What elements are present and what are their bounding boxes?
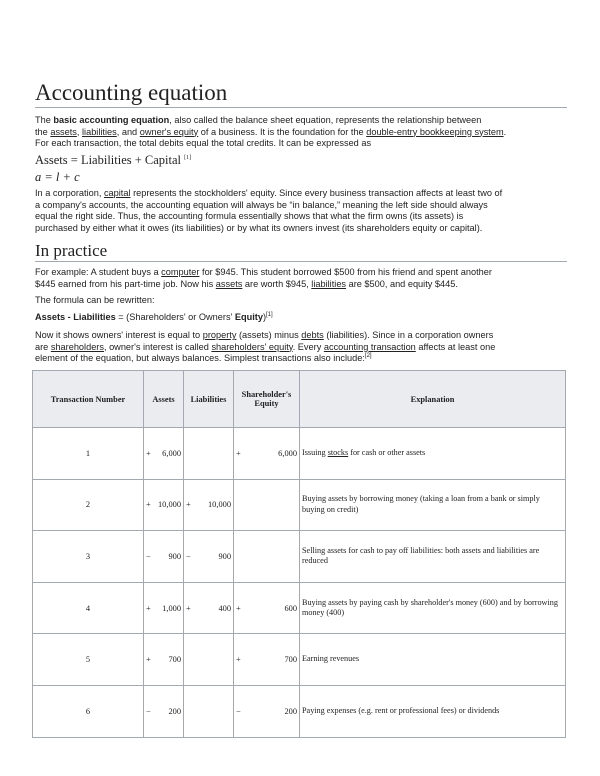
table-row	[33, 428, 566, 480]
link-double-entry[interactable]: double-entry bookkeeping system	[366, 126, 504, 137]
cell-assets: − 200	[144, 685, 184, 737]
cell-equity: − 200	[234, 685, 300, 737]
example-paragraph: For example: A student buys a computer for $945. This student borrowed $500 from his friend and spent another $445 earned from his part-time job. Now his assets are worth $945, liabilities are $500, and equity $445.	[35, 267, 492, 289]
cell-explanation: Buying assets by borrowing money (taking a loan from a bank or simply buying on credit)	[300, 479, 566, 531]
cell-explanation: Earning revenues	[300, 634, 566, 686]
table-row	[33, 685, 566, 737]
cell-equity	[234, 479, 300, 531]
link-capital[interactable]: capital	[103, 188, 131, 198]
corporation-paragraph: In a corporation, capital represents the stockholders' equity. Since every business transaction affects at least two of a company's accounts, the accounting equation will always be “in balance,” meaning the left side should always equal the right side. Thus, the accounting formula essentially shows that what the firm owns (its assets) is purchased by either what it owes (its liabilities) or by what its owners invest (its shareholders equity or capital).	[35, 188, 503, 233]
cell-equity: + 700	[234, 634, 300, 686]
table-row	[33, 479, 566, 531]
owners-paragraph: Now it shows owners' interest is equal to property (assets) minus debts (liabilities). Since in a corporation owners are shareholders, owner's interest is called shareholders' equity. Every accounting transaction affects at least one element of the equation, but always balances. Simplest transactions also include:[2]	[35, 330, 496, 363]
link-property[interactable]: property	[202, 330, 237, 340]
link-shareholders[interactable]: shareholders	[50, 341, 104, 352]
col-transaction-number: Transaction Number	[33, 371, 144, 428]
cell-liabilities	[184, 685, 234, 737]
rewrite-line: The formula can be rewritten:	[35, 295, 155, 305]
cell-number: 6	[33, 685, 144, 737]
cell-number: 5	[33, 634, 144, 686]
link-assets-2[interactable]: assets	[215, 278, 243, 289]
cell-number: 4	[33, 582, 144, 634]
cell-liabilities	[184, 428, 234, 480]
formula-short: a = l + c	[35, 170, 80, 184]
ref-1[interactable]: [1]	[184, 154, 192, 161]
table-row	[33, 531, 566, 583]
cell-liabilities: + 400	[184, 582, 234, 634]
cell-assets: − 900	[144, 531, 184, 583]
cell-explanation: Paying expenses (e.g. rent or professional fees) or dividends	[300, 685, 566, 737]
ref-2[interactable]: [2]	[364, 352, 372, 359]
intro-paragraph: The basic accounting equation, also called the balance sheet equation, represents the relationship between the assets, liabilities, and owner's equity of a business. It is the foundation for the double-entry bookkeeping system. For each transaction, the total debits equal the total credits. It can be expressed as	[35, 115, 507, 148]
table-header-row	[33, 371, 566, 428]
term-basic-accounting-equation: basic accounting equation	[53, 115, 170, 125]
cell-explanation: Buying assets by paying cash by shareholder's money (600) and by borrowing money (400)	[300, 582, 566, 634]
cell-equity	[234, 531, 300, 583]
section-heading-in-practice: In practice	[35, 241, 567, 262]
link-stocks[interactable]: stocks	[327, 448, 349, 458]
cell-assets: + 6,000	[144, 428, 184, 480]
table-row	[33, 582, 566, 634]
formula-rewritten: Assets - Liabilities = (Shareholders' or Owners' Equity)[1]	[35, 311, 273, 322]
cell-number: 3	[33, 531, 144, 583]
link-liabilities[interactable]: liabilities	[82, 126, 117, 137]
col-assets: Assets	[144, 371, 184, 428]
cell-number: 1	[33, 428, 144, 480]
cell-assets: + 700	[144, 634, 184, 686]
col-explanation: Explanation	[300, 371, 566, 428]
cell-equity: + 6,000	[234, 428, 300, 480]
col-liabilities: Liabilities	[184, 371, 234, 428]
transactions-table	[32, 370, 566, 738]
cell-equity: + 600	[234, 582, 300, 634]
link-computer[interactable]: computer	[161, 267, 200, 277]
formula-assets-equation: Assets = Liabilities + Capital [1]	[35, 153, 192, 167]
cell-number: 2	[33, 479, 144, 531]
cell-assets: + 1,000	[144, 582, 184, 634]
cell-liabilities: + 10,000	[184, 479, 234, 531]
link-accounting-transaction[interactable]: accounting transaction	[323, 341, 416, 352]
link-assets[interactable]: assets	[50, 126, 77, 137]
page-title: Accounting equation	[35, 80, 567, 108]
link-liabilities-2[interactable]: liabilities	[311, 278, 347, 289]
cell-explanation: Selling assets for cash to pay off liabilities: both assets and liabilities are reduced	[300, 531, 566, 583]
cell-assets: + 10,000	[144, 479, 184, 531]
col-shareholders-equity: Shareholder's Equity	[234, 371, 300, 428]
ref-1b[interactable]: [1]	[266, 311, 273, 318]
cell-liabilities	[184, 634, 234, 686]
link-shareholders-equity[interactable]: shareholders' equity	[211, 341, 293, 352]
link-debts[interactable]: debts	[301, 330, 324, 340]
table-row	[33, 634, 566, 686]
link-owners-equity[interactable]: owner's equity	[139, 126, 199, 137]
cell-explanation: Issuing stocks for cash or other assets	[300, 428, 566, 480]
cell-liabilities: − 900	[184, 531, 234, 583]
